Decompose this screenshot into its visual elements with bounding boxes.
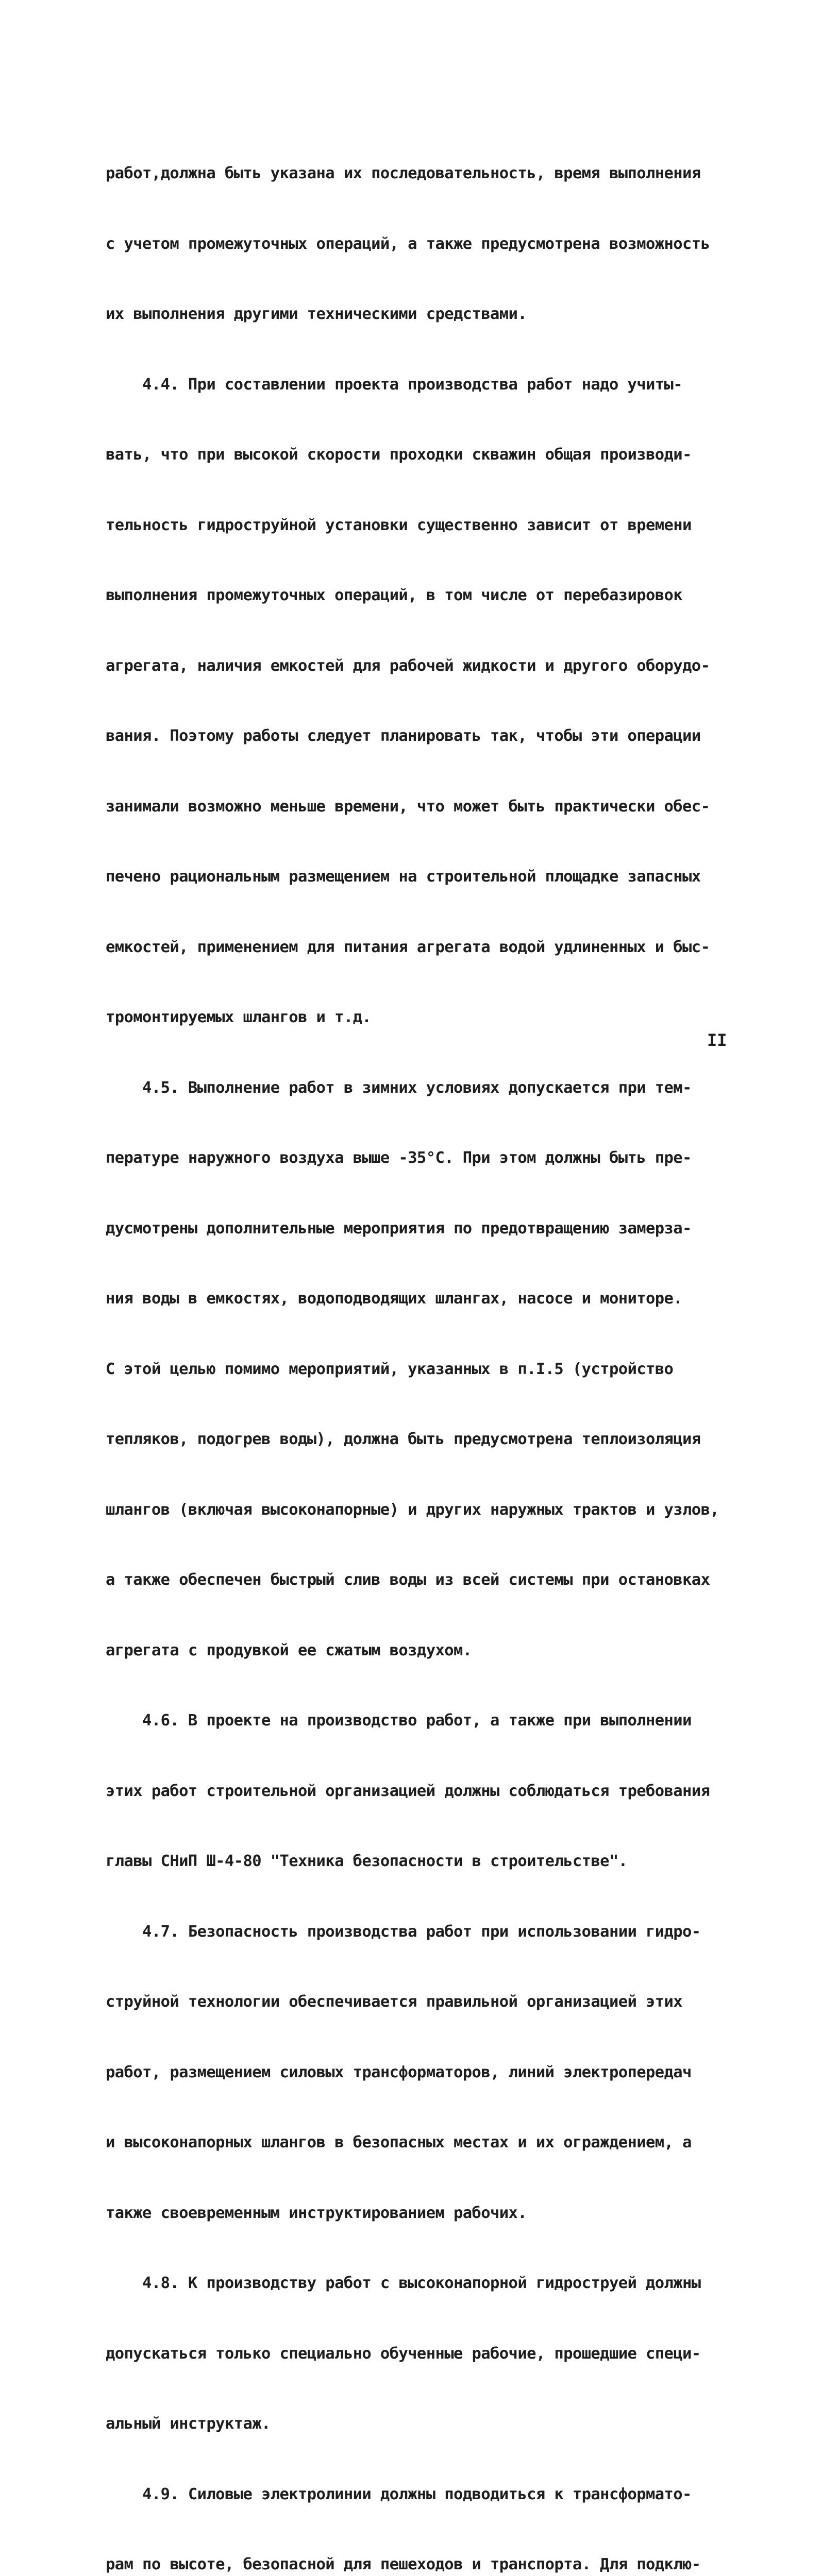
text-line: дусмотрены дополнительные мероприятия по предотвращению замерза-	[106, 1219, 692, 1238]
paragraph-4-7-start: 4.7. Безопасность производства работ при использовании гидро-	[106, 1922, 701, 1941]
page-number: II	[707, 1030, 727, 1050]
paragraph-4-5-start: 4.5. Выполнение работ в зимних условиях допускается при тем-	[106, 1078, 692, 1097]
text-line: ния воды в емкостях, водоподводящих шлангах, насосе и мониторе.	[106, 1290, 683, 1308]
text-line: рам по высоте, безопасной для пешеходов и транспорта. Для подклю-	[106, 2555, 701, 2573]
paragraph-4-6-start: 4.6. В проекте на производство работ, а также при выполнении	[106, 1711, 692, 1730]
paragraph-4-4-start: 4.4. При составлении проекта производства работ надо учиты-	[106, 375, 683, 394]
text-line: тромонтируемых шлангов и т.д.	[106, 1008, 372, 1026]
text-line: тельность гидроструйной установки существенно зависит от времени	[106, 516, 692, 534]
paragraph-4-9-start: 4.9. Силовые электролинии должны подводиться к трансформато-	[106, 2485, 692, 2503]
text-line: вания. Поэтому работы следует планировать так, чтобы эти операции	[106, 727, 701, 745]
text-line: вать, что при высокой скорости проходки скважин общая производи-	[106, 446, 692, 464]
text-line: работ, размещением силовых трансформаторов, линий электропередач	[106, 2063, 692, 2081]
text-line: допускаться только специально обученные рабочие, прошедшие специ-	[106, 2344, 701, 2363]
text-line: тепляков, подогрев воды), должна быть предусмотрена теплоизоляция	[106, 1430, 701, 1448]
text-line: их выполнения другими техническими средствами.	[106, 305, 527, 323]
text-line: С этой целью помимо мероприятий, указанных в п.I.5 (устройство	[106, 1360, 674, 1378]
text-line: печено рациональным размещением на строительной площадке запасных	[106, 868, 701, 886]
paragraph-4-8-start: 4.8. К производству работ с высоконапорной гидроструей должны	[106, 2274, 701, 2292]
text-line: струйной технологии обеспечивается правильной организацией этих	[106, 1993, 683, 2011]
text-line: шлангов (включая высоконапорные) и других наружных трактов и узлов,	[106, 1500, 719, 1519]
text-line: и высоконапорных шлангов в безопасных местах и их ограждением, а	[106, 2133, 692, 2151]
text-line: емкостей, применением для питания агрегата водой удлиненных и быс-	[106, 938, 710, 956]
text-line: занимали возможно меньше времени, что может быть практически обес-	[106, 797, 710, 816]
text-line: агрегата, наличия емкостей для рабочей жидкости и другого оборудо-	[106, 656, 710, 675]
text-line: этих работ строительной организацией должны соблюдаться требования	[106, 1782, 710, 1800]
text-line: работ,должна быть указана их последовательность, время выполнения	[106, 164, 701, 182]
text-line: пературе наружного воздуха выше -35°С. При этом должны быть пре-	[106, 1149, 692, 1167]
text-line: альный инструктаж.	[106, 2415, 271, 2433]
text-line: выполнения промежуточных операций, в том числе от перебазировок	[106, 586, 683, 604]
text-line: а также обеспечен быстрый слив воды из всей системы при остановках	[106, 1571, 710, 1589]
text-line: агрегата с продувкой ее сжатым воздухом.	[106, 1641, 472, 1659]
body-text	[106, 115, 740, 2576]
text-line: главы СНиП Ш-4-80 "Техника безопасности в строительстве".	[106, 1852, 628, 1870]
text-line: также своевременным инструктированием рабочих.	[106, 2204, 527, 2222]
text-line: с учетом промежуточных операций, а также предусмотрена возможность	[106, 234, 710, 253]
